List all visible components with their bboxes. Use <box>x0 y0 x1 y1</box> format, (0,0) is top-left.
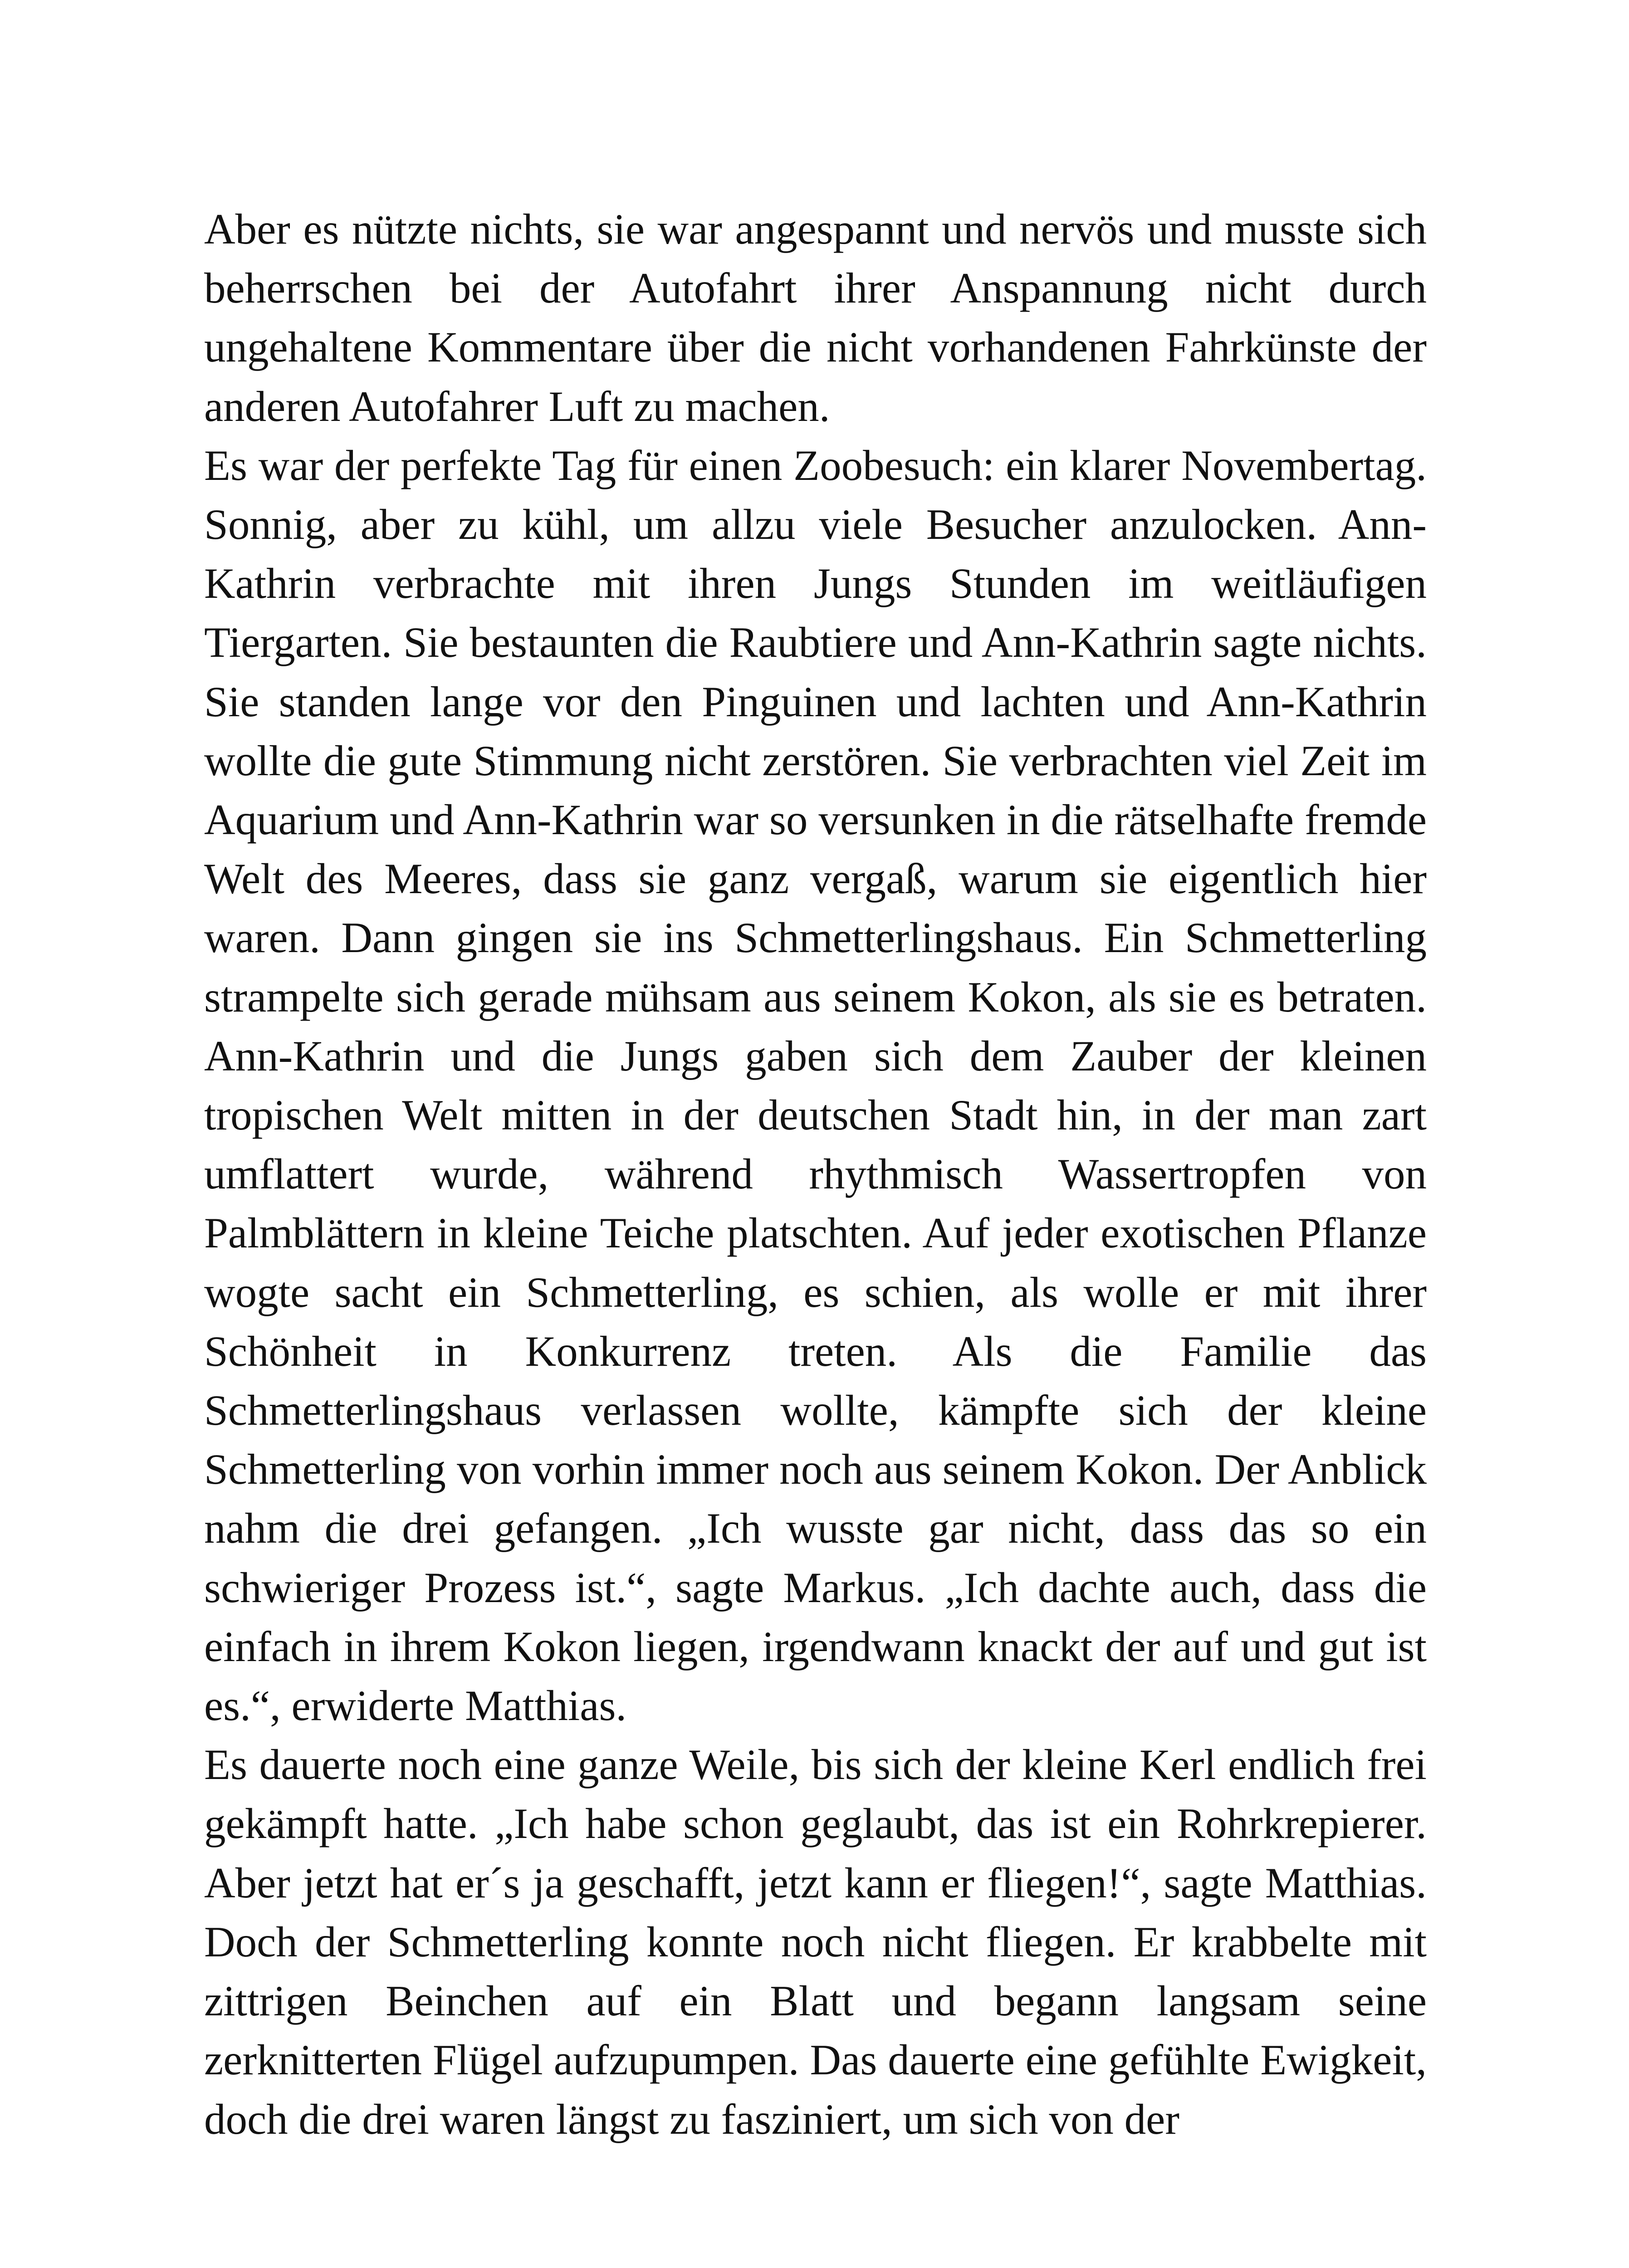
paragraph-1: Aber es nützte nichts, sie war angespannt und nervös und musste sich beherrschen bei der Autofahrt ihrer Anspannung nicht durch ungehaltene Kommentare über die nicht vorhandenen Fahrkünste der anderen Autofahrer Luft zu machen. <box>204 205 1427 430</box>
paragraph-3: Es dauerte noch eine ganze Weile, bis sich der kleine Kerl endlich frei gekämpft hatte. „Ich habe schon geglaubt, das ist ein Rohrkrepierer. Aber jetzt hat er´s ja geschafft, jetzt kann er fliegen!“, sagte Matthias. Doch der Schmetterling konnte noch nicht fliegen. Er krabbelte mit zittrigen Beinchen auf ein Blatt und begann langsam seine zerknitterten Flügel aufzupumpen. Das dauerte eine gefühlte Ewigkeit, doch die drei waren längst zu fasziniert, um sich von der <box>204 1740 1427 2143</box>
paragraph-2: Es war der perfekte Tag für einen Zoobesuch: ein klarer Novembertag. Sonnig, aber zu kühl, um allzu viele Besucher anzulocken. Ann-Kathrin verbrachte mit ihren Jungs Stunden im weitläufigen Tiergarten. Sie bestaunten die Raubtiere und Ann-Kathrin sagte nichts. Sie standen lange vor den Pinguinen und lachten und Ann-Kathrin wollte die gute Stimmung nicht zerstören. Sie verbrachten viel Zeit im Aquarium und Ann-Kathrin war so versunken in die rätselhafte fremde Welt des Meeres, dass sie ganz vergaß, warum sie eigentlich hier waren. Dann gingen sie ins Schmetterlingshaus. Ein Schmetterling strampelte sich gerade mühsam aus seinem Kokon, als sie es betraten. Ann-Kathrin und die Jungs gaben sich dem Zauber der kleinen tropischen Welt mitten in der deutschen Stadt hin, in der man zart umflattert wurde, während rhythmisch Wassertropfen von Palmblättern in kleine Teiche platschten. Auf jeder exotischen Pflanze wogte sacht ein Schmetterling, es schien, als wolle er mit ihrer Schönheit in Konkurrenz treten. Als die Familie das Schmetterlingshaus verlassen wollte, kämpfte sich der kleine Schmetterling von vorhin immer noch aus seinem Kokon. Der Anblick nahm die drei gefangen. „Ich wusste gar nicht, dass das so ein schwieriger Prozess ist.“, sagte Markus. „Ich dachte auch, dass die einfach in ihrem Kokon liegen, irgendwann knackt der auf und gut ist es.“, erwiderte Matthias. <box>204 441 1427 1730</box>
body-text <box>204 200 1427 2149</box>
